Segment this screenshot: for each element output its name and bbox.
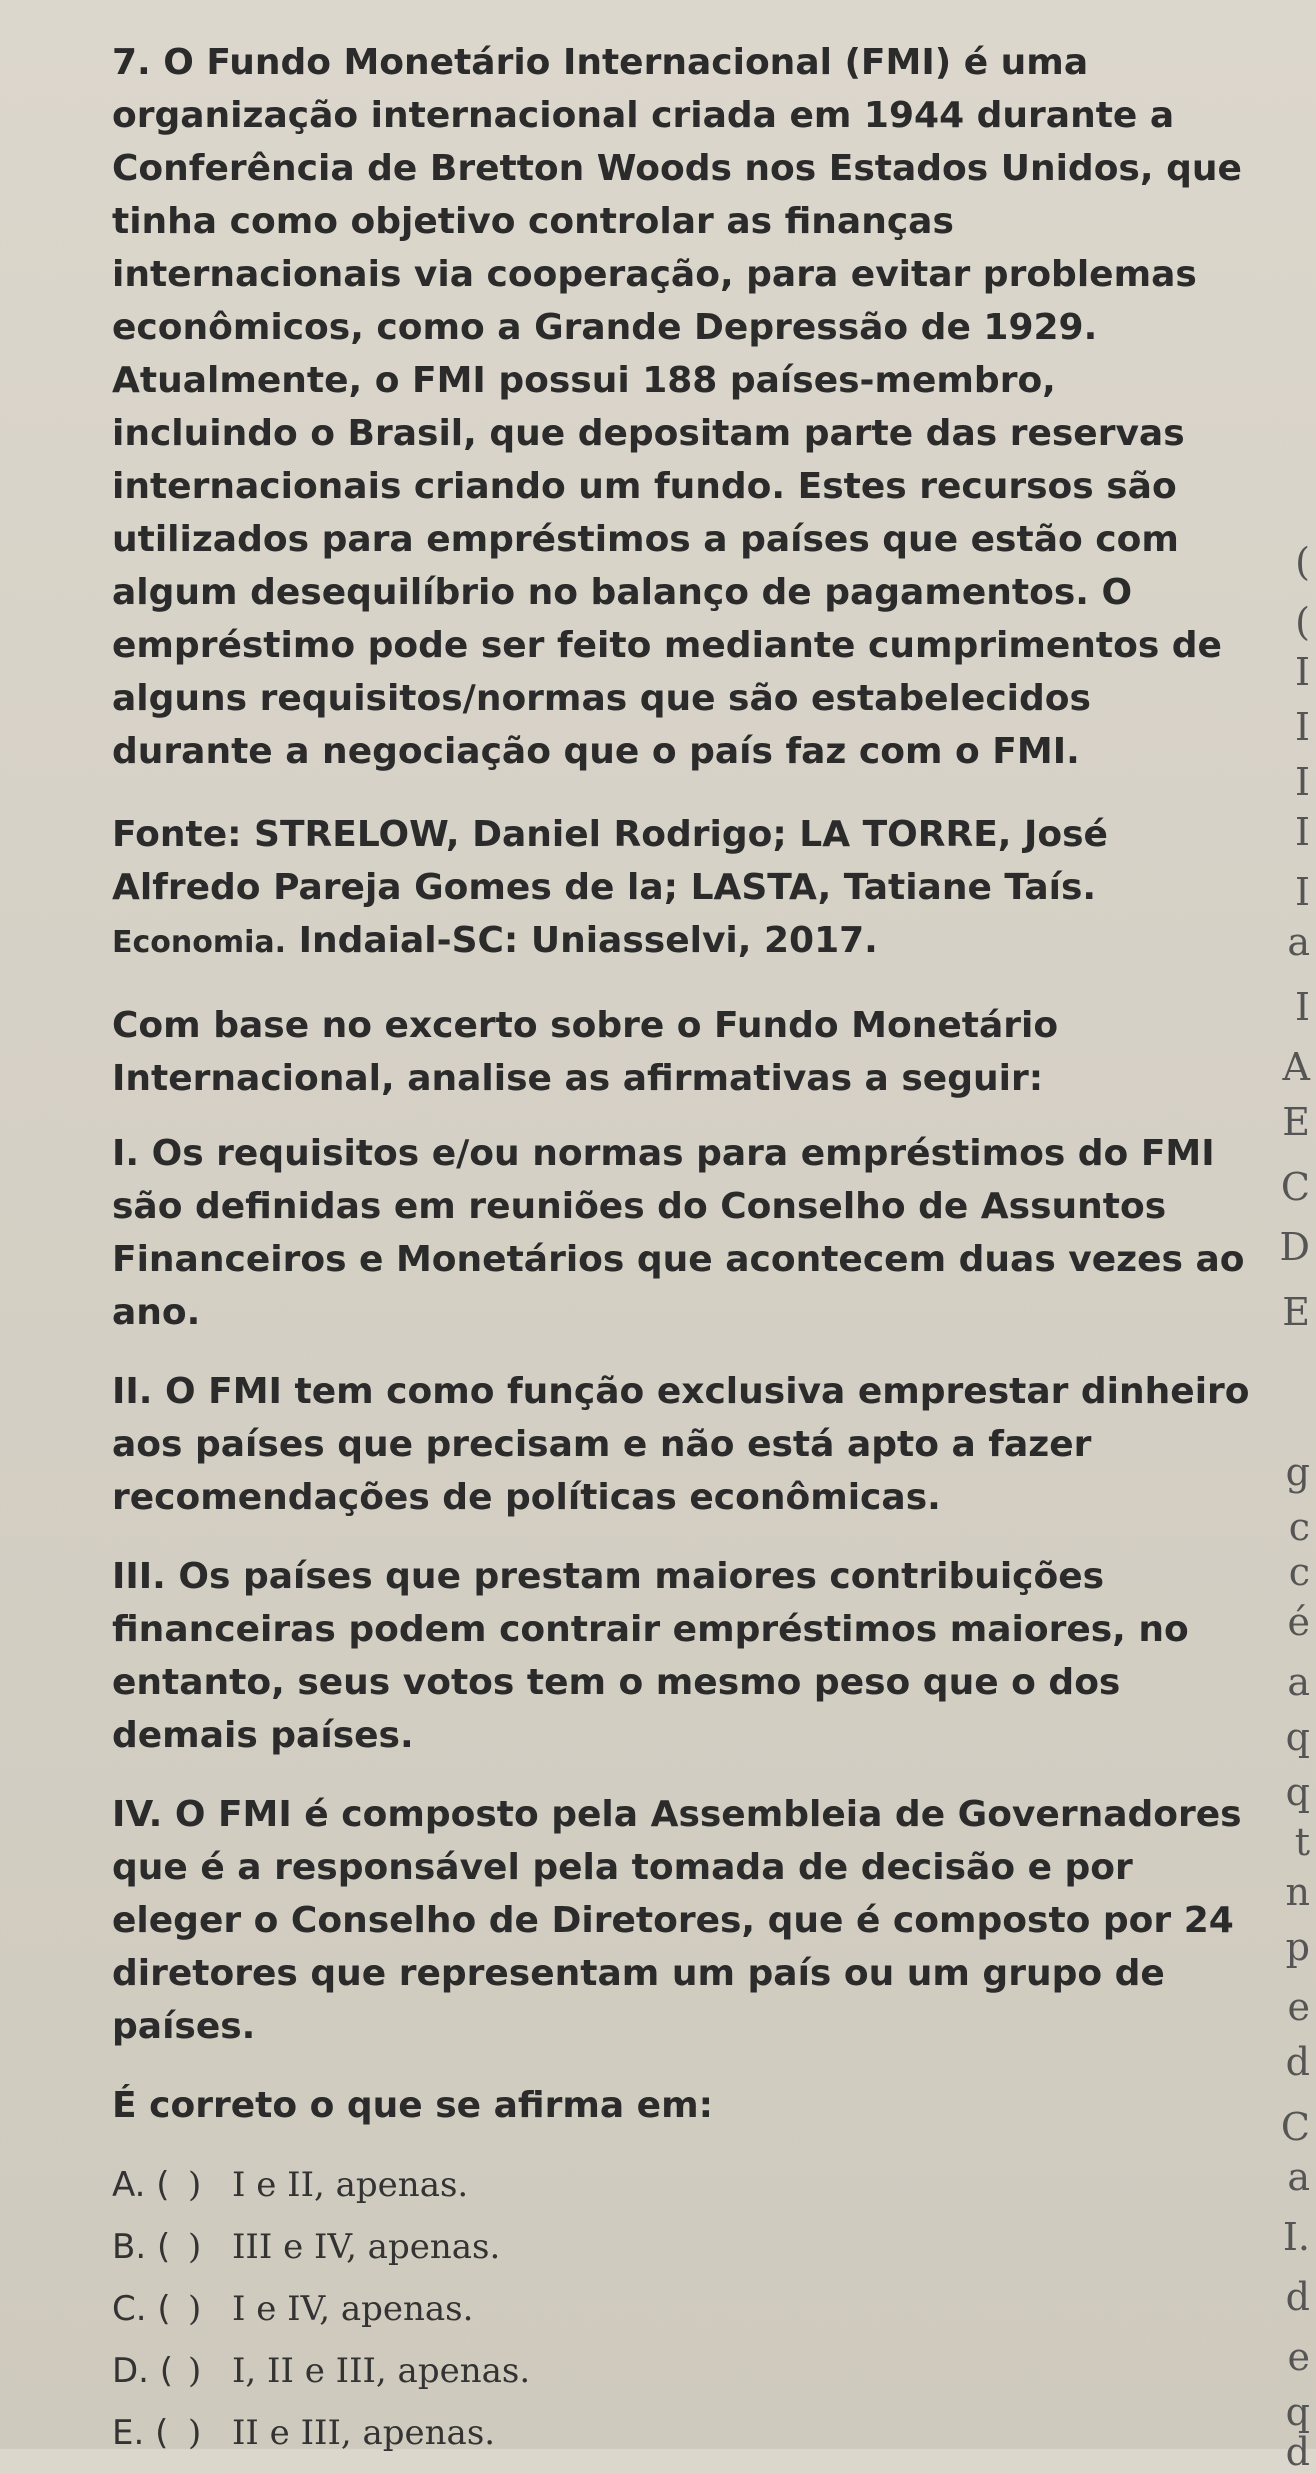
question-intro: 7. O Fundo Monetário Internacional (FMI) é uma organização internacional criada em 1944 durante a Conferência de Bretton Woods nos Estados Unidos, que tinha como objetivo controlar as finanças internacionais via cooperação, para evitar problemas econômicos, como a Grande Depressão de 1929. Atualmente, o FMI possui 188 países-membro, incluindo o Brasil, que depositam parte das reservas internacionais criando um fundo. Estes recursos são utilizados para empréstimos a países que estão com algum desequilíbrio no balanço de pagamentos. O empréstimo pode ser feito mediante cumprimentos de alguns requisitos/normas que são estabelecidos durante a negociação que o país faz com o FMI. [112,42,1242,772]
source-authors: Fonte: STRELOW, Daniel Rodrigo; LA TORRE, José Alfredo Pareja Gomes de la; LASTA, Tatiane Taís. [112,814,1108,908]
source-publisher: Indaial-SC: Uniasselvi, 2017. [286,920,878,961]
edge-glyph: I [1294,705,1310,749]
edge-glyph: e [1287,2335,1310,2379]
edge-glyph: I. [1282,2215,1310,2259]
edge-glyph: I [1294,985,1310,1029]
edge-glyph: a [1287,2155,1310,2199]
edge-glyph: ( [1295,540,1310,584]
option-b[interactable]: B. ( ) III e IV, apenas. [112,2216,1252,2278]
question-prompt: Com base no excerto sobre o Fundo Monetário Internacional, analise as afirmativas a seguir: [112,1005,1059,1099]
question-line: É correto o que se afirma em: [112,2085,713,2126]
option-a[interactable]: A. ( ) I e II, apenas. [112,2154,1252,2216]
statement-3: III. Os países que prestam maiores contribuições financeiras podem contrair empréstimos maiores, no entanto, seus votos tem o mesmo peso que o dos demais países. [112,1556,1189,1756]
edge-glyph: n [1285,1870,1310,1914]
edge-glyph: t [1294,1820,1310,1864]
edge-glyph: q [1285,1770,1310,1814]
statement-2: II. O FMI tem como função exclusiva emprestar dinheiro aos países que precisam e não está apto a fazer recomendações de políticas econômicas. [112,1371,1250,1518]
adjacent-column-edge [1236,0,1316,2474]
edge-glyph: C [1280,2105,1310,2149]
edge-glyph: ( [1295,600,1310,644]
answer-options [112,2154,1252,2464]
edge-glyph: E [1282,1290,1310,1334]
statement-4: IV. O FMI é composto pela Assembleia de Governadores que é a responsável pela tomada de decisão e por eleger o Conselho de Diretores, que é composto por 24 diretores que representam um país ou um grupo de países. [112,1794,1242,2047]
edge-glyph: I [1294,810,1310,854]
edge-glyph: d [1285,2275,1310,2319]
edge-glyph: C [1280,1165,1310,1209]
option-a-text: I e II, apenas. [232,2165,469,2205]
option-c[interactable]: C. ( ) I e IV, apenas. [112,2278,1252,2340]
question-block [112,36,1252,2464]
edge-glyph: d [1285,2040,1310,2084]
edge-glyph: I [1294,650,1310,694]
option-e[interactable]: E. ( ) II e III, apenas. [112,2402,1252,2464]
edge-glyph: I [1294,870,1310,914]
source-book-title: Economia. [112,925,287,960]
edge-glyph: g [1285,1450,1310,1494]
edge-glyph: e [1287,1985,1310,2029]
edge-glyph: a [1287,1660,1310,1704]
edge-glyph: q [1285,2390,1310,2434]
source-citation [112,808,1252,969]
statement-1: I. Os requisitos e/ou normas para empréstimos do FMI são definidas em reuniões do Conselho de Assuntos Financeiros e Monetários que acontecem duas vezes ao ano. [112,1133,1245,1333]
edge-glyph: c [1288,1550,1310,1594]
edge-glyph: c [1288,1505,1310,1549]
option-e-text: II e III, apenas. [232,2413,496,2453]
edge-glyph: é [1287,1600,1310,1644]
option-c-text: I e IV, apenas. [232,2289,474,2329]
edge-glyph: d [1285,2430,1310,2474]
edge-glyph: D [1279,1225,1310,1269]
option-d[interactable]: D. ( ) I, II e III, apenas. [112,2340,1252,2402]
option-b-text: III e IV, apenas. [232,2227,501,2267]
edge-glyph: E [1282,1100,1310,1144]
edge-glyph: A [1282,1045,1310,1089]
edge-glyph: q [1285,1715,1310,1759]
option-d-text: I, II e III, apenas. [232,2351,531,2391]
edge-glyph: p [1285,1925,1310,1969]
edge-glyph: I [1294,760,1310,804]
edge-glyph: a [1287,920,1310,964]
